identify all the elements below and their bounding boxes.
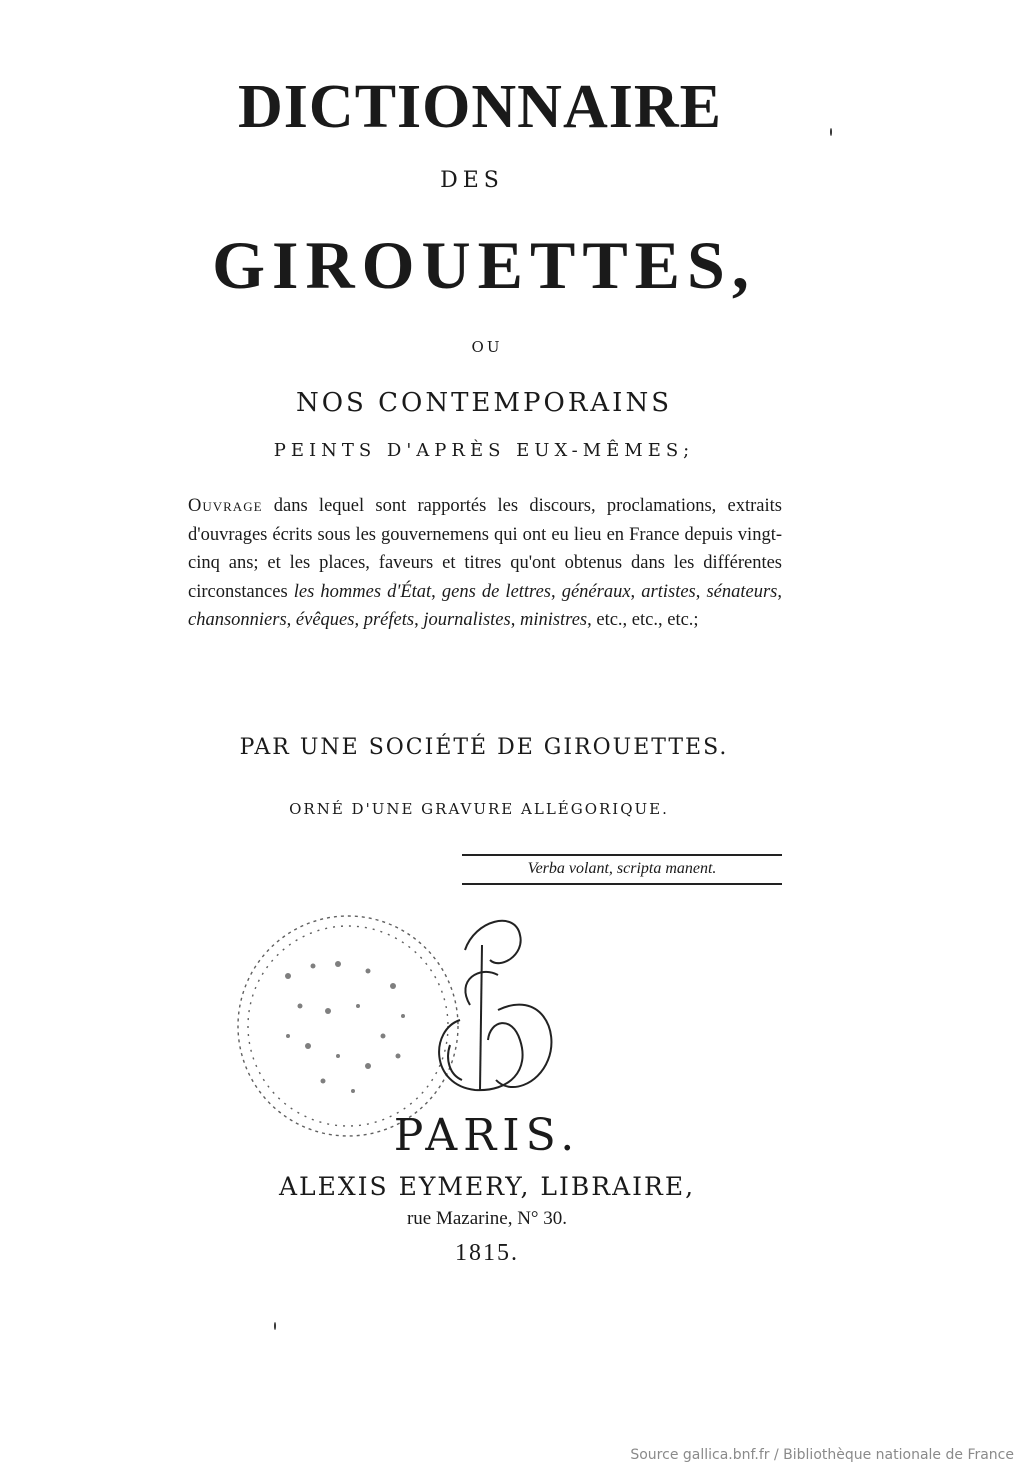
separator: , — [630, 581, 642, 602]
subtitle-line-1: NOS CONTEMPORAINS — [295, 388, 673, 418]
separator: , — [354, 610, 364, 630]
separator: , — [550, 581, 562, 602]
description-lead: Ouvrage — [188, 496, 263, 516]
description-italic: artistes — [641, 581, 696, 602]
separator: , — [695, 581, 707, 602]
imprint-year: 1815. — [455, 1240, 519, 1266]
title-line-2: GIROUETTES, — [212, 227, 756, 303]
separator: , — [510, 610, 520, 630]
ink-speck — [274, 1322, 276, 1330]
description-italic: généraux — [561, 581, 631, 602]
subtitle-line-2: PEINTS D'APRÈS EUX-MÊMES; — [273, 440, 695, 461]
authorship: PAR UNE SOCIÉTÉ DE GIROUETTES. — [239, 735, 729, 760]
description-italic: gens de lettres — [441, 581, 551, 602]
epigraph: Verba volant, scripta manent. — [462, 854, 782, 885]
description-italic: journalistes — [423, 610, 511, 630]
ornament-note: ORNÉ D'UNE GRAVURE ALLÉGORIQUE. — [289, 800, 669, 818]
separator: , — [414, 610, 424, 630]
description-tail: , etc., etc., etc.; — [587, 610, 699, 630]
separator: , — [431, 581, 442, 602]
description-italic: évêques — [295, 610, 355, 630]
imprint-city: PARIS. — [393, 1110, 581, 1161]
ink-speck — [830, 128, 832, 136]
separator: , — [286, 610, 296, 630]
separator: , — [777, 581, 783, 602]
imprint-publisher: ALEXIS EYMERY, LIBRAIRE, — [278, 1172, 696, 1201]
conjunction: OU — [471, 338, 503, 356]
description-italic: les hommes d'État — [293, 581, 432, 602]
description-paragraph — [188, 492, 782, 635]
title-des: DES — [440, 168, 504, 193]
monogram-icon — [420, 910, 570, 1120]
imprint-address: rue Mazarine, N° 30. — [406, 1208, 568, 1229]
description-italic: chansonniers — [188, 610, 287, 630]
source-watermark: Source gallica.bnf.fr / Bibliothèque nationale de France — [630, 1447, 1014, 1463]
description-italic: ministres — [519, 610, 588, 630]
description-italic: sénateurs — [706, 581, 778, 602]
description-italic: préfets — [363, 610, 415, 630]
title-line-1: DICTIONNAIRE — [238, 73, 722, 141]
description-text: dans lequel sont rapportés les discours, proclamations, extraits d'ouvrages écrits sous les gouvernemens qui ont eu lieu en France depuis vingt-cinq ans; et les places, faveurs et titres qu'ont obtenus dans les différentes circonstances — [188, 496, 782, 602]
